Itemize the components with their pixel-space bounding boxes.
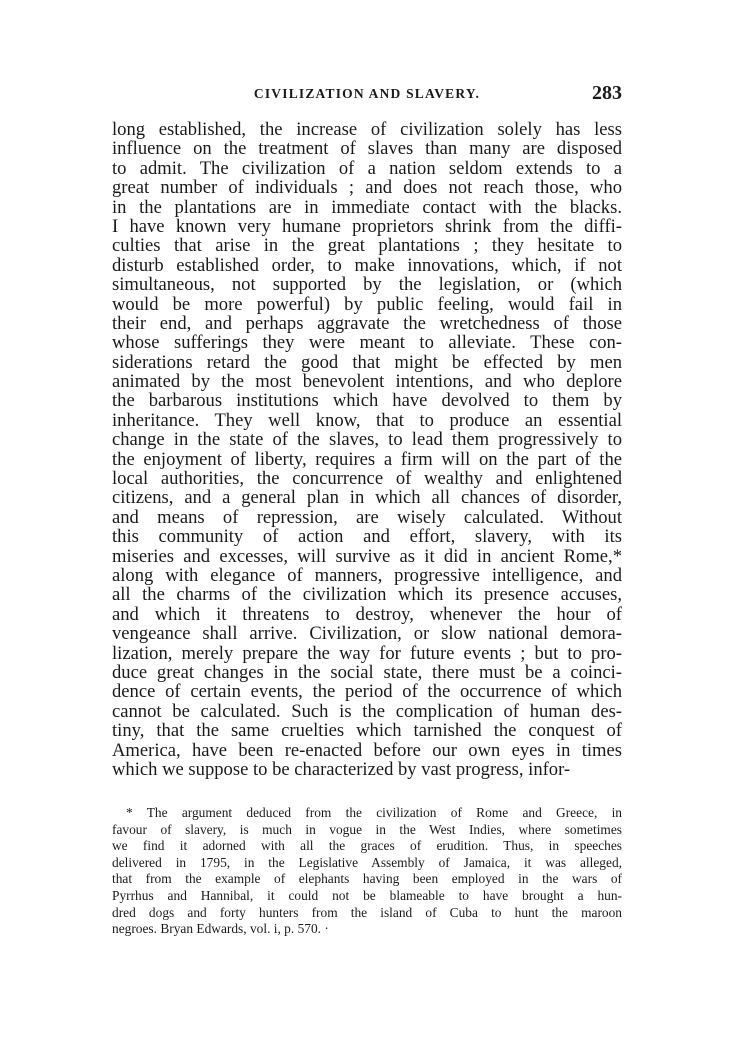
text-line: siderations retard the good that might be effected by men bbox=[112, 352, 622, 373]
text-line: influence on the treatment of slaves than many are disposed bbox=[112, 139, 622, 159]
text-line: and which it threatens to destroy, whenever the hour of bbox=[112, 604, 622, 625]
body-text bbox=[112, 120, 622, 779]
text-line: change in the state of the slaves, to lead them progressively to bbox=[112, 430, 622, 450]
text-line: along with elegance of manners, progressive intelligence, and bbox=[112, 565, 622, 586]
text-line: inheritance. They well know, that to produce an essential bbox=[112, 410, 622, 431]
text-line: would be more powerful) by public feeling, would fail in bbox=[112, 294, 622, 314]
text-line: the enjoyment of liberty, requires a firm will on the part of the bbox=[112, 449, 622, 470]
text-line: simultaneous, not supported by the legislation, or (which bbox=[112, 275, 622, 295]
text-line: culties that arise in the great plantations ; they hesitate to bbox=[112, 236, 622, 256]
footnote-line: we find it adorned with all the graces of erudition. Thus, in speeches bbox=[112, 838, 622, 854]
footnote-line: favour of slavery, is much in vogue in the West Indies, where sometimes bbox=[112, 821, 622, 837]
text-line: vengeance shall arrive. Civilization, or slow national demora- bbox=[112, 624, 622, 644]
text-line: citizens, and a general plan in which all chances of disorder, bbox=[112, 488, 622, 508]
text-line: America, have been re-enacted before our own eyes in times bbox=[112, 740, 622, 760]
text-line: all the charms of the civilization which its presence accuses, bbox=[112, 585, 622, 605]
footnote-line: Pyrrhus and Hannibal, it could not be blameable to have brought a hun- bbox=[112, 887, 622, 903]
footnote-line: * The argument deduced from the civilization of Rome and Greece, in bbox=[126, 805, 622, 820]
running-title: CIVILIZATION AND SLAVERY. bbox=[253, 86, 481, 101]
text-line: disturb established order, to make innovations, which, if not bbox=[112, 255, 622, 276]
text-line: I have known very humane proprietors shrink from the diffi- bbox=[112, 216, 622, 237]
text-line: cannot be calculated. Such is the complication of human des- bbox=[112, 701, 622, 722]
text-line: to admit. The civilization of a nation seldom extends to a bbox=[112, 158, 622, 179]
text-line: their end, and perhaps aggravate the wretchedness of those bbox=[112, 313, 622, 334]
text-line: miseries and excesses, will survive as it did in ancient Rome,* bbox=[112, 546, 622, 566]
text-line: tiny, that the same cruelties which tarnished the conquest of bbox=[112, 721, 622, 741]
text-line: great number of individuals ; and does not reach those, who bbox=[112, 178, 622, 198]
text-line: long established, the increase of civilization solely has less bbox=[112, 120, 622, 140]
page-number: 283 bbox=[592, 82, 622, 104]
running-head bbox=[112, 82, 622, 106]
footnote-line: that from the example of elephants having been employed in the wars of bbox=[112, 871, 622, 887]
text-line: animated by the most benevolent intentions, and who deplore bbox=[112, 372, 622, 392]
text-line: which we suppose to be characterized by vast progress, infor- bbox=[112, 759, 571, 780]
footnote bbox=[112, 805, 622, 938]
text-line: and means of repression, are wisely calculated. Without bbox=[112, 507, 622, 528]
footnote-line: negroes. Bryan Edwards, vol. i, p. 570. · bbox=[112, 921, 329, 937]
text-line: the barbarous institutions which have devolved to them by bbox=[112, 391, 622, 411]
text-line: lization, merely prepare the way for future events ; but to pro- bbox=[112, 643, 622, 663]
text-line: dence of certain events, the period of the occurrence of which bbox=[112, 682, 622, 702]
text-line: duce great changes in the social state, there must be a coinci- bbox=[112, 662, 622, 683]
footnote-line: delivered in 1795, in the Legislative Assembly of Jamaica, it was alleged, bbox=[112, 854, 622, 870]
text-line: this community of action and effort, slavery, with its bbox=[112, 527, 622, 547]
footnote-line: dred dogs and forty hunters from the island of Cuba to hunt the maroon bbox=[112, 904, 622, 920]
text-line: whose sufferings they were meant to alleviate. These con- bbox=[112, 333, 622, 353]
text-line: local authorities, the concurrence of wealthy and enlightened bbox=[112, 469, 622, 489]
text-line: in the plantations are in immediate contact with the blacks. bbox=[112, 197, 622, 217]
